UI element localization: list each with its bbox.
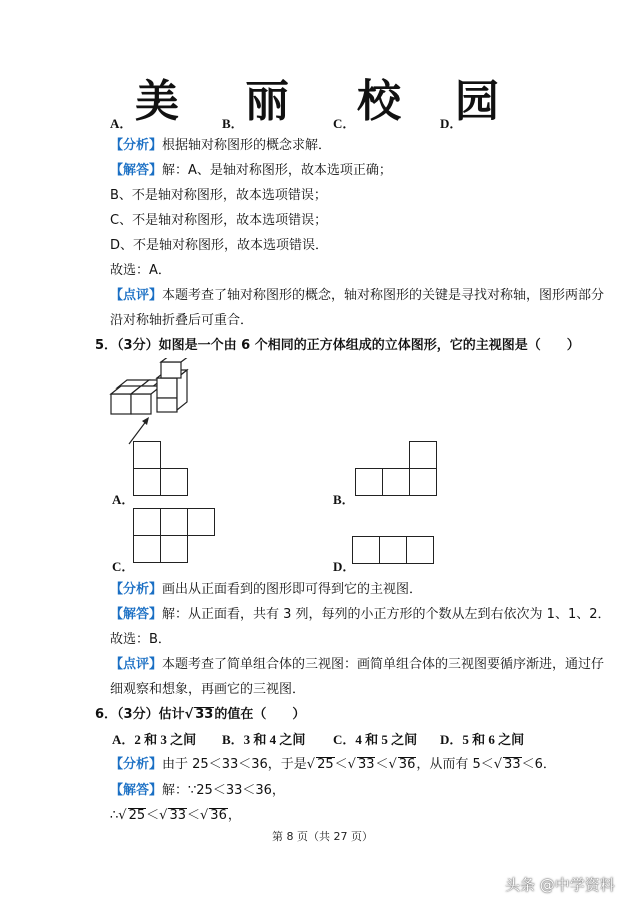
option-a-character: 美: [135, 76, 179, 127]
radicand-25: 25: [128, 808, 146, 823]
radicand-33: 33: [504, 757, 521, 772]
view-square: [409, 441, 437, 469]
radicand-33: 33: [357, 757, 375, 772]
q5-label-c: C．: [112, 559, 135, 574]
analysis-text: 根据轴对称图形的概念求解．: [162, 138, 332, 153]
comma: ，: [227, 808, 241, 823]
q6-therefore-line: [110, 804, 241, 823]
sqrt-icon: √: [200, 808, 209, 823]
q4-label-d: D．: [440, 116, 463, 131]
radicand-33: 33: [169, 808, 186, 823]
q6-stem-suffix: 的值在（ ）: [214, 707, 306, 722]
less-than: ＜: [186, 808, 200, 823]
sqrt-icon: √: [347, 757, 356, 772]
less-than: ＜: [146, 808, 160, 823]
q4-label-c: C．: [333, 116, 356, 131]
analysis-text: 画出从正面看到的图形即可得到它的主视图．: [162, 582, 423, 597]
q5-comment: [110, 653, 604, 672]
q5-label-a: A．: [112, 492, 135, 507]
comment-tag: 【点评】: [110, 288, 163, 303]
q6-option-d: D．5 和 6 之间: [440, 732, 525, 747]
q5-choice: 故选：B．: [110, 632, 171, 647]
q4-answer-line4: D、不是轴对称图形，故本选项错误．: [110, 238, 329, 253]
radicand-25: 25: [317, 757, 334, 772]
q4-analysis: [110, 134, 331, 153]
q4-label-a: A．: [110, 116, 133, 131]
analysis-tag: 【分析】: [110, 138, 163, 153]
q5-option-b-view: [355, 441, 440, 501]
less-than: ＜: [375, 757, 389, 772]
view-square: [355, 468, 383, 496]
q4-answer-line3: C、不是轴对称图形，故本选项错误；: [110, 213, 328, 228]
q5-option-c-view: [133, 508, 218, 568]
answer-tag: 【解答】: [110, 607, 163, 622]
less-than: ＜: [334, 757, 348, 772]
view-square: [133, 535, 161, 563]
q5-label-b: B．: [333, 492, 355, 507]
watermark: 头条 @中学资料: [505, 876, 615, 894]
q6-option-a: A．2 和 3 之间: [112, 732, 197, 747]
comment-text: 本题考查了轴对称图形的概念，轴对称图形的关键是寻找对称轴，图形两部分: [162, 288, 605, 303]
option-c-character: 校: [357, 76, 401, 127]
analysis-tag: 【分析】: [110, 757, 163, 772]
view-square: [406, 536, 434, 564]
answer-text: 解：∵25＜33＜36，: [162, 783, 285, 798]
q4-answer-line2: B、不是轴对称图形，故本选项错误；: [110, 188, 327, 203]
q6-answer: [110, 779, 285, 798]
sqrt-icon: √: [118, 808, 127, 823]
view-square: [187, 508, 215, 536]
comment-text: 本题考查了简单组合体的三视图：画简单组合体的三视图要循序渐进，通过仔: [162, 657, 605, 672]
therefore-symbol: ∴: [110, 808, 119, 823]
analysis-text: 由于 25＜33＜36，于是: [162, 757, 307, 772]
q5-label-d: D．: [333, 559, 356, 574]
q5-comment-line2: 细观察和想象，再画它的三视图．: [110, 682, 306, 697]
option-b-character: 丽: [245, 76, 289, 127]
sqrt-icon: √: [306, 757, 316, 772]
q4-comment: [110, 284, 604, 303]
q6-stem: [95, 703, 305, 722]
view-square: [160, 508, 188, 536]
q6-option-c: C．4 和 5 之间: [333, 732, 418, 747]
q5-option-d-view: [352, 536, 437, 566]
answer-tag: 【解答】: [110, 783, 163, 798]
view-square: [133, 441, 161, 469]
sqrt-icon: √: [184, 707, 194, 722]
analysis-tag: 【分析】: [110, 582, 163, 597]
q4-choice: 故选：A．: [110, 263, 171, 278]
page-footer: 第 8 页（共 27 页）: [272, 830, 373, 843]
q4-answer: [110, 159, 392, 178]
view-square: [352, 536, 380, 564]
q4-comment-line2: 沿对称轴折叠后可重合．: [110, 313, 254, 328]
radicand-36: 36: [398, 757, 416, 772]
view-square: [382, 468, 410, 496]
q6-stem-prefix: 6．（3分）估计: [95, 707, 185, 722]
q5-answer: [110, 603, 611, 622]
view-square: [160, 468, 188, 496]
answer-text: 解：从正面看，共有 3 列，每列的小正方形的个数从左到右依次为 1、1、2．: [162, 607, 611, 622]
q6-option-b: B．3 和 4 之间: [222, 732, 306, 747]
q5-analysis: [110, 578, 422, 597]
view-square: [409, 468, 437, 496]
analysis-text-mid: ，从而有 5＜: [416, 757, 494, 772]
answer-text: 解：A、是轴对称图形，故本选项正确；: [162, 163, 392, 178]
view-square: [133, 468, 161, 496]
solid-figure-diagram: [105, 358, 195, 448]
view-square: [160, 535, 188, 563]
q6-radicand: 33: [195, 707, 214, 722]
q5-stem: 5．（3分）如图是一个由 6 个相同的正方体组成的立体图形，它的主视图是（ ）: [95, 338, 580, 353]
answer-tag: 【解答】: [110, 163, 163, 178]
option-d-character: 园: [455, 76, 499, 127]
view-square: [133, 508, 161, 536]
q5-option-a-view: [133, 441, 193, 501]
sqrt-icon: √: [388, 757, 397, 772]
q4-label-b: B．: [222, 116, 244, 131]
sqrt-icon: √: [493, 757, 503, 772]
radicand-36: 36: [210, 808, 227, 823]
comment-tag: 【点评】: [110, 657, 163, 672]
sqrt-icon: √: [159, 808, 168, 823]
view-square: [379, 536, 407, 564]
analysis-text-end: ＜6．: [521, 757, 556, 772]
q6-analysis: [110, 753, 556, 772]
